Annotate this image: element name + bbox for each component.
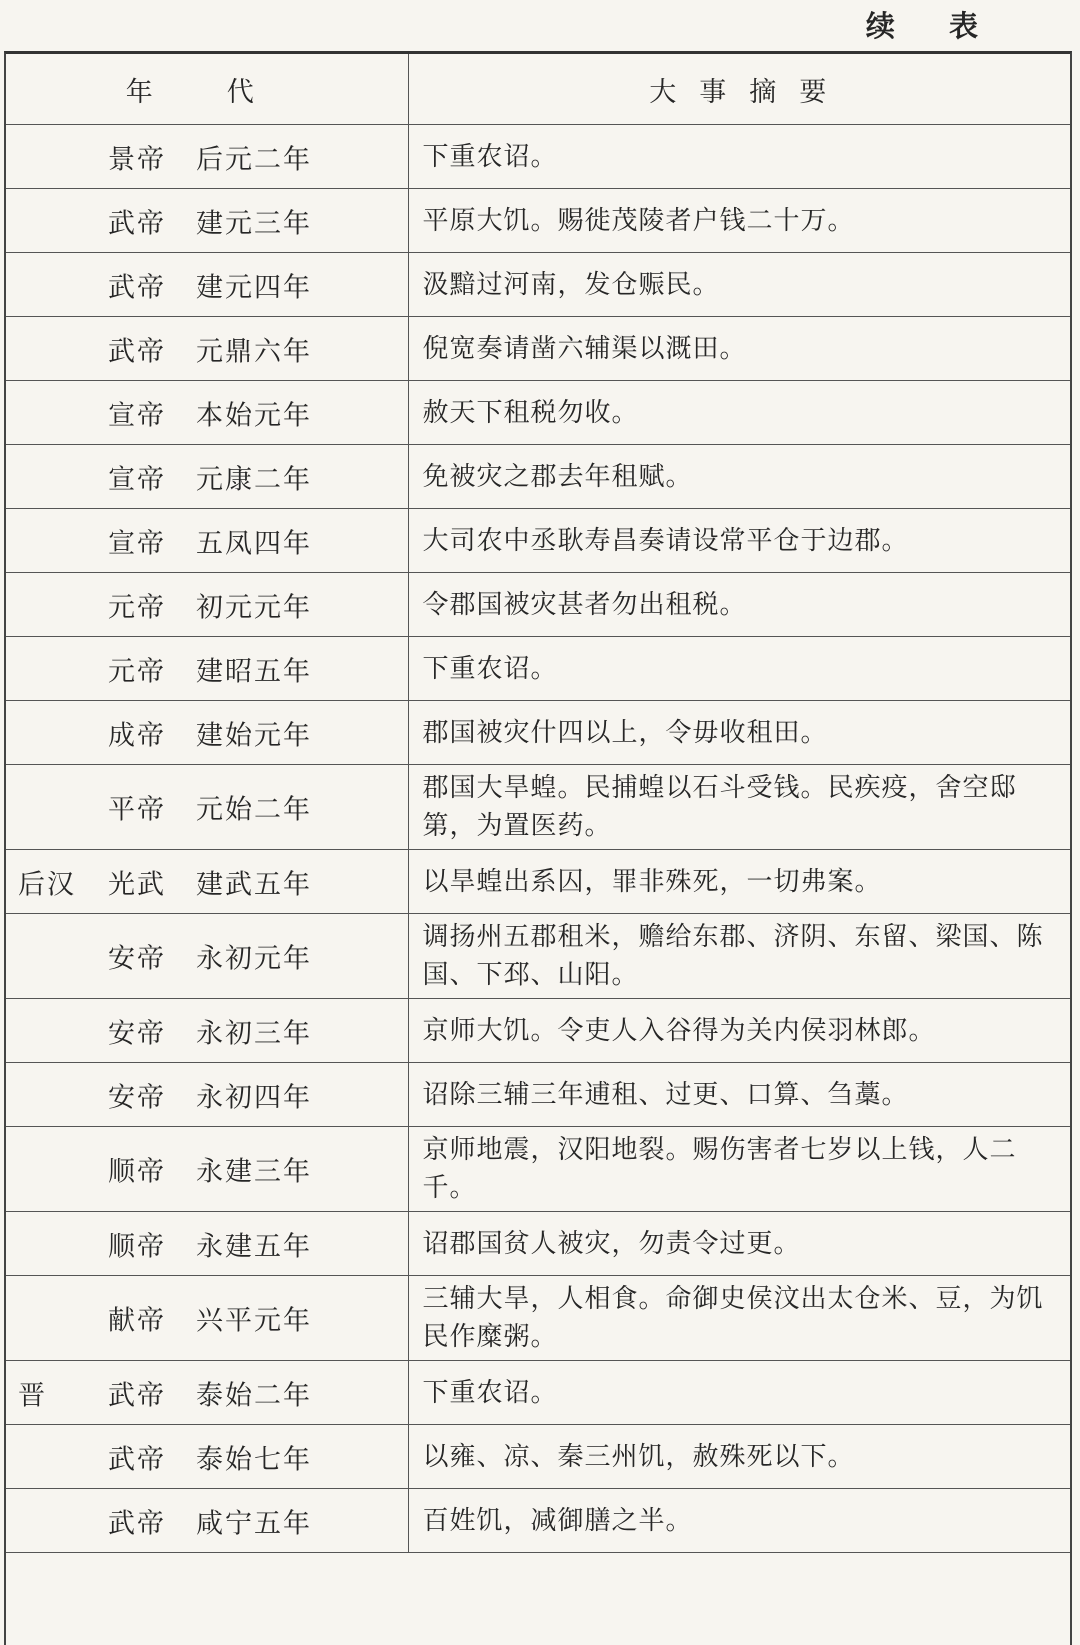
reign-year-label: 建始元年: [196, 720, 312, 751]
emperor-label: 武帝: [108, 336, 166, 367]
table-row: [6, 253, 1070, 317]
table-row: [6, 381, 1070, 445]
emperor-label: 元帝: [108, 592, 166, 623]
table-row: [6, 1489, 1070, 1553]
dynasty-label: 后汉: [18, 869, 76, 900]
event-summary-cell: 大司农中丞耿寿昌奏请设常平仓于边郡。: [408, 509, 1070, 573]
table-row: [6, 1276, 1070, 1361]
event-summary-cell: 调扬州五郡租米，赡给东郡、济阴、东留、梁国、陈国、下邳、山阳。: [408, 914, 1070, 999]
reign-year-label: 永建三年: [196, 1156, 312, 1188]
emperor-label: 顺帝: [108, 1156, 166, 1188]
reign-year-label: 永建五年: [196, 1231, 312, 1262]
reign-year-label: 后元二年: [196, 144, 312, 175]
era-cell: [6, 637, 408, 701]
reign-year-label: 建元三年: [196, 208, 312, 239]
emperor-label: 安帝: [108, 943, 166, 975]
table-row: [6, 509, 1070, 573]
reign-year-label: 建昭五年: [196, 656, 312, 687]
era-cell: [6, 1361, 408, 1425]
events-table: [6, 54, 1070, 1553]
table-row: [6, 1361, 1070, 1425]
era-cell: [6, 189, 408, 253]
era-cell: [6, 125, 408, 189]
event-summary-cell: 郡国被灾什四以上，令毋收租田。: [408, 701, 1070, 765]
reign-year-label: 五凤四年: [196, 528, 312, 559]
table-row: [6, 189, 1070, 253]
table-row: [6, 317, 1070, 381]
table-row: [6, 573, 1070, 637]
reign-year-label: 永初三年: [196, 1018, 312, 1049]
reign-year-label: 建元四年: [196, 272, 312, 303]
emperor-label: 武帝: [108, 1444, 166, 1475]
table-row: [6, 999, 1070, 1063]
era-cell: [6, 1276, 408, 1361]
reign-year-label: 建武五年: [196, 869, 312, 900]
era-column-header: 年代: [6, 54, 408, 125]
reign-year-label: 元康二年: [196, 464, 312, 495]
table-row: [6, 637, 1070, 701]
reign-year-label: 元始二年: [196, 794, 312, 826]
era-cell: [6, 850, 408, 914]
emperor-label: 献帝: [108, 1305, 166, 1337]
era-cell: [6, 1212, 408, 1276]
emperor-label: 武帝: [108, 1380, 166, 1411]
event-summary-cell: 倪宽奏请凿六辅渠以溉田。: [408, 317, 1070, 381]
reign-year-label: 咸宁五年: [196, 1508, 312, 1539]
event-summary-cell: 郡国大旱蝗。民捕蝗以石斗受钱。民疾疫，舍空邸第，为置医药。: [408, 765, 1070, 850]
reign-year-label: 本始元年: [196, 400, 312, 431]
reign-year-label: 初元元年: [196, 592, 312, 623]
era-cell: [6, 1489, 408, 1553]
dynasty-label: 晋: [18, 1380, 47, 1411]
event-summary-cell: 下重农诏。: [408, 125, 1070, 189]
table-row: [6, 701, 1070, 765]
era-cell: [6, 317, 408, 381]
era-cell: [6, 381, 408, 445]
table-row: [6, 445, 1070, 509]
event-summary-cell: 诏除三辅三年逋租、过更、口算、刍藁。: [408, 1063, 1070, 1127]
era-cell: [6, 914, 408, 999]
table-row: [6, 765, 1070, 850]
table-row: [6, 850, 1070, 914]
emperor-label: 安帝: [108, 1018, 166, 1049]
emperor-label: 顺帝: [108, 1231, 166, 1262]
era-cell: [6, 1063, 408, 1127]
era-cell: [6, 999, 408, 1063]
emperor-label: 光武: [108, 869, 166, 900]
emperor-label: 安帝: [108, 1082, 166, 1113]
event-summary-cell: 下重农诏。: [408, 637, 1070, 701]
emperor-label: 宣帝: [108, 400, 166, 431]
event-summary-cell: 汲黯过河南，发仓赈民。: [408, 253, 1070, 317]
era-cell: [6, 765, 408, 850]
emperor-label: 武帝: [108, 1508, 166, 1539]
event-summary-cell: 京师地震，汉阳地裂。赐伤害者七岁以上钱，人二千。: [408, 1127, 1070, 1212]
event-summary-cell: 免被灾之郡去年租赋。: [408, 445, 1070, 509]
reign-year-label: 永初元年: [196, 943, 312, 975]
table-header-row: [6, 54, 1070, 125]
event-summary-cell: 令郡国被灾甚者勿出租税。: [408, 573, 1070, 637]
emperor-label: 宣帝: [108, 464, 166, 495]
emperor-label: 武帝: [108, 208, 166, 239]
event-summary-cell: 以雍、凉、秦三州饥，赦殊死以下。: [408, 1425, 1070, 1489]
event-column-header: 大事摘要: [408, 54, 1070, 125]
event-summary-cell: 三辅大旱，人相食。命御史侯汶出太仓米、豆，为饥民作糜粥。: [408, 1276, 1070, 1361]
reign-year-label: 泰始二年: [196, 1380, 312, 1411]
continued-table-label: 续 表: [865, 9, 1000, 43]
reign-year-label: 兴平元年: [196, 1305, 312, 1337]
event-summary-cell: 下重农诏。: [408, 1361, 1070, 1425]
emperor-label: 成帝: [108, 720, 166, 751]
event-summary-cell: 赦天下租税勿收。: [408, 381, 1070, 445]
table-row: [6, 1063, 1070, 1127]
emperor-label: 景帝: [108, 144, 166, 175]
era-cell: [6, 1127, 408, 1212]
emperor-label: 元帝: [108, 656, 166, 687]
era-cell: [6, 445, 408, 509]
event-summary-cell: 诏郡国贫人被灾，勿责令过更。: [408, 1212, 1070, 1276]
emperor-label: 武帝: [108, 272, 166, 303]
table-row: [6, 1127, 1070, 1212]
emperor-label: 平帝: [108, 794, 166, 826]
emperor-label: 宣帝: [108, 528, 166, 559]
table-row: [6, 1425, 1070, 1489]
event-summary-cell: 京师大饥。令吏人入谷得为关内侯羽林郎。: [408, 999, 1070, 1063]
era-cell: [6, 573, 408, 637]
era-cell: [6, 253, 408, 317]
reign-year-label: 永初四年: [196, 1082, 312, 1113]
era-cell: [6, 1425, 408, 1489]
event-summary-cell: 百姓饥，减御膳之半。: [408, 1489, 1070, 1553]
era-cell: [6, 509, 408, 573]
table-row: [6, 914, 1070, 999]
table-row: [6, 125, 1070, 189]
reign-year-label: 元鼎六年: [196, 336, 312, 367]
era-cell: [6, 701, 408, 765]
table-row: [6, 1212, 1070, 1276]
history-table: [4, 51, 1072, 1645]
event-summary-cell: 以旱蝗出系囚，罪非殊死，一切弗案。: [408, 850, 1070, 914]
event-summary-cell: 平原大饥。赐徙茂陵者户钱二十万。: [408, 189, 1070, 253]
reign-year-label: 泰始七年: [196, 1444, 312, 1475]
